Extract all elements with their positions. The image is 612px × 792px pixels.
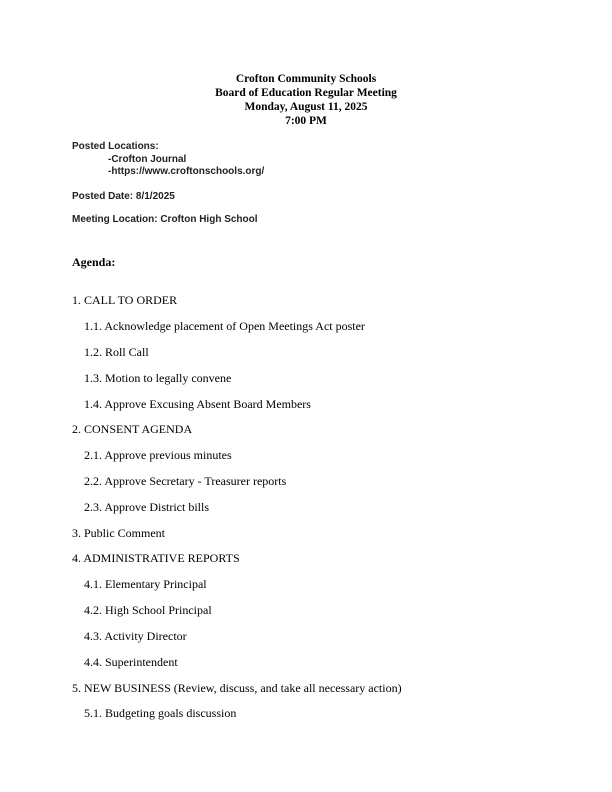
agenda-subitem: 4.3. Activity Director — [84, 629, 187, 643]
agenda-subitem: 1.4. Approve Excusing Absent Board Members — [84, 397, 311, 411]
meeting-time: 7:00 PM — [285, 115, 327, 127]
agenda-item: 1. CALL TO ORDER — [72, 293, 178, 307]
document-header — [0, 72, 612, 128]
meeting-date: Monday, August 11, 2025 — [244, 101, 368, 113]
posted-locations — [72, 141, 264, 179]
agenda-item: 2. CONSENT AGENDA — [72, 422, 193, 436]
meeting-location: Meeting Location: Crofton High School — [72, 214, 258, 225]
posted-date: Posted Date: 8/1/2025 — [72, 191, 175, 202]
posted-location-item: -https://www.croftonschools.org/ — [108, 166, 265, 177]
agenda-subitem: 2.2. Approve Secretary - Treasurer reports — [84, 474, 287, 488]
agenda-subitem: 1.3. Motion to legally convene — [84, 371, 232, 385]
posted-locations-label: Posted Locations: — [72, 141, 159, 152]
agenda-title: Agenda: — [72, 255, 116, 269]
meeting-title: Board of Education Regular Meeting — [215, 87, 397, 99]
agenda-subitem: 2.1. Approve previous minutes — [84, 448, 232, 462]
agenda-subitem: 4.4. Superintendent — [84, 655, 178, 669]
agenda-item: 3. Public Comment — [72, 526, 165, 540]
org-name: Crofton Community Schools — [235, 73, 377, 85]
agenda-item: 4. ADMINISTRATIVE REPORTS — [72, 551, 240, 565]
posted-location-item: -Crofton Journal — [108, 153, 187, 165]
agenda-subitem: 4.2. High School Principal — [84, 603, 212, 617]
agenda-subitem: 5.1. Budgeting goals discussion — [84, 706, 237, 720]
agenda-item: 5. NEW BUSINESS (Review, discuss, and take all necessary action) — [72, 681, 402, 695]
agenda-subitem: 4.1. Elementary Principal — [84, 577, 207, 591]
agenda-subitem: 1.1. Acknowledge placement of Open Meetings Act poster — [84, 319, 365, 333]
agenda-subitem: 1.2. Roll Call — [84, 345, 149, 359]
agenda-subitem: 2.3. Approve District bills — [84, 500, 209, 514]
